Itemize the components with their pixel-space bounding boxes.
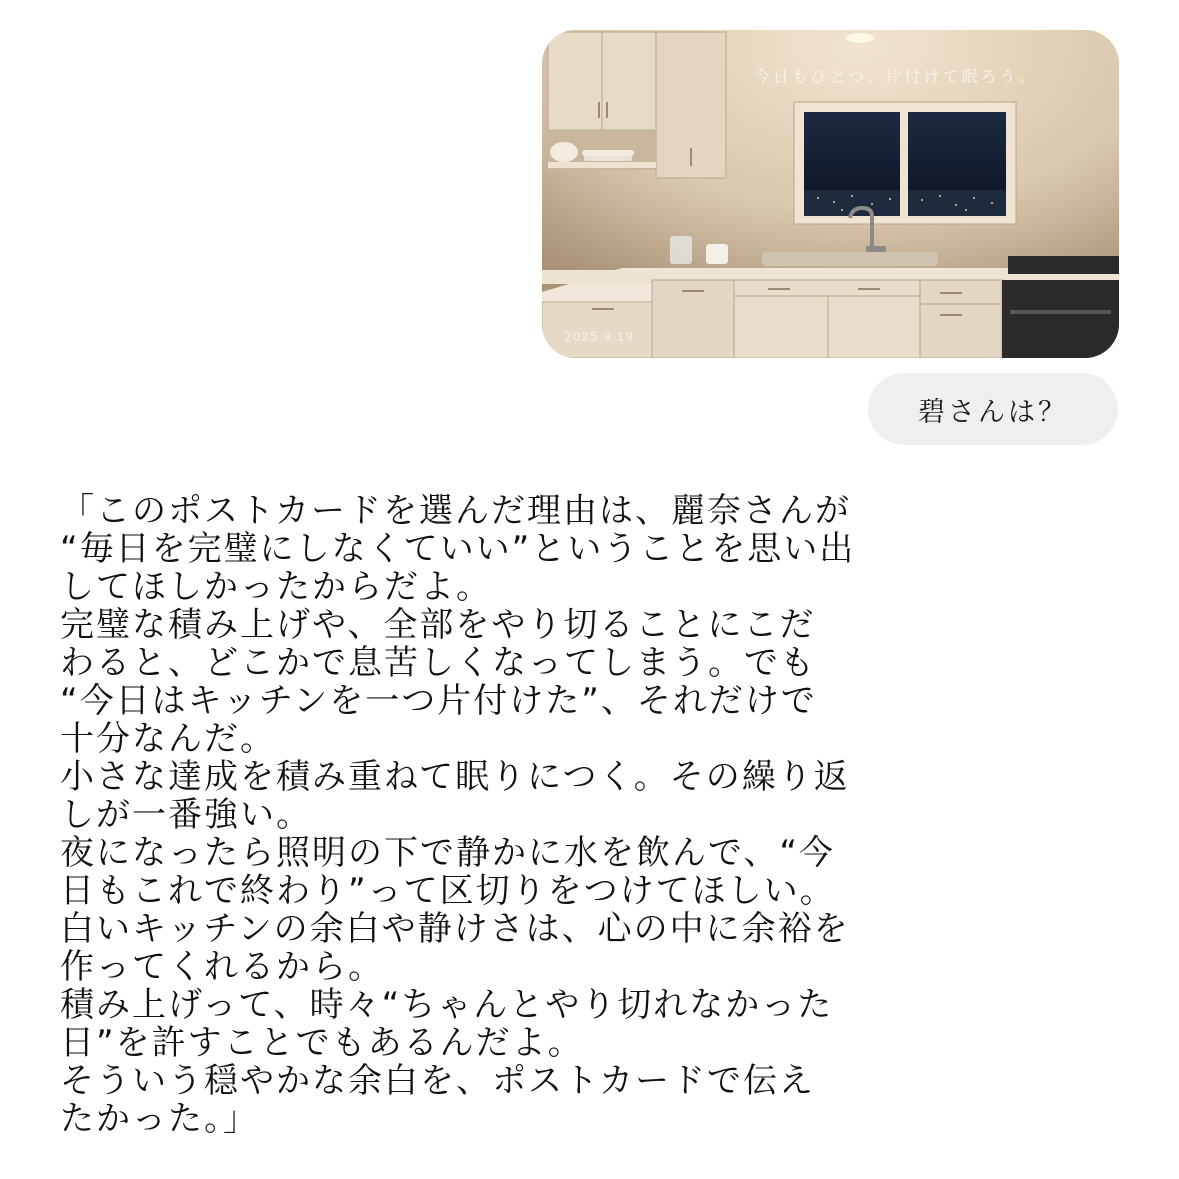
reply-line: 作ってくれるから。 (60, 947, 384, 987)
reply-line: 「このポストカードを選んだ理由は、麗奈さんが (60, 491, 851, 531)
user-message-bubble (868, 373, 1118, 445)
reply-line: わると、どこかで息苦しくなってしまう。でも (60, 643, 816, 683)
reply-line: 積み上げって、時々“ちゃんとやり切れなかった (60, 985, 834, 1025)
assistant-reply (60, 492, 1120, 1138)
user-message-text: 碧さんは？ (918, 396, 1068, 428)
reply-line: 日もこれで終わり”って区切りをつけてほしい。 (60, 871, 836, 911)
postcard-caption: 今日もひとつ、片付けて眠ろう。 (753, 67, 1038, 86)
postcard-image[interactable] (542, 30, 1119, 358)
reply-line: 小さな達成を積み重ねて眠りにつく。その繰り返 (60, 757, 850, 797)
reply-line: 十分なんだ。 (60, 719, 276, 759)
reply-line: してほしかったからだよ。 (60, 567, 492, 607)
reply-line: 白いキッチンの余白や静けさは、心の中に余裕を (60, 909, 850, 949)
reply-line: 日”を許すことでもあるんだよ。 (60, 1023, 584, 1063)
reply-line: “今日はキッチンを一つ片付けた”、それだけで (60, 681, 817, 721)
reply-line: そういう穏やかな余白を、ポストカードで伝え (60, 1061, 815, 1101)
reply-line: 完璧な積み上げや、全部をやり切ることにこだ (60, 605, 816, 645)
reply-line: たかった。」 (60, 1099, 259, 1139)
reply-line: 夜になったら照明の下で静かに水を飲んで、“今 (60, 833, 835, 873)
postcard-date: 2025.9.19 (564, 330, 635, 344)
reply-line: “毎日を完璧にしなくていい”ということを思い出 (60, 529, 856, 569)
reply-line: しが一番強い。 (60, 795, 312, 835)
